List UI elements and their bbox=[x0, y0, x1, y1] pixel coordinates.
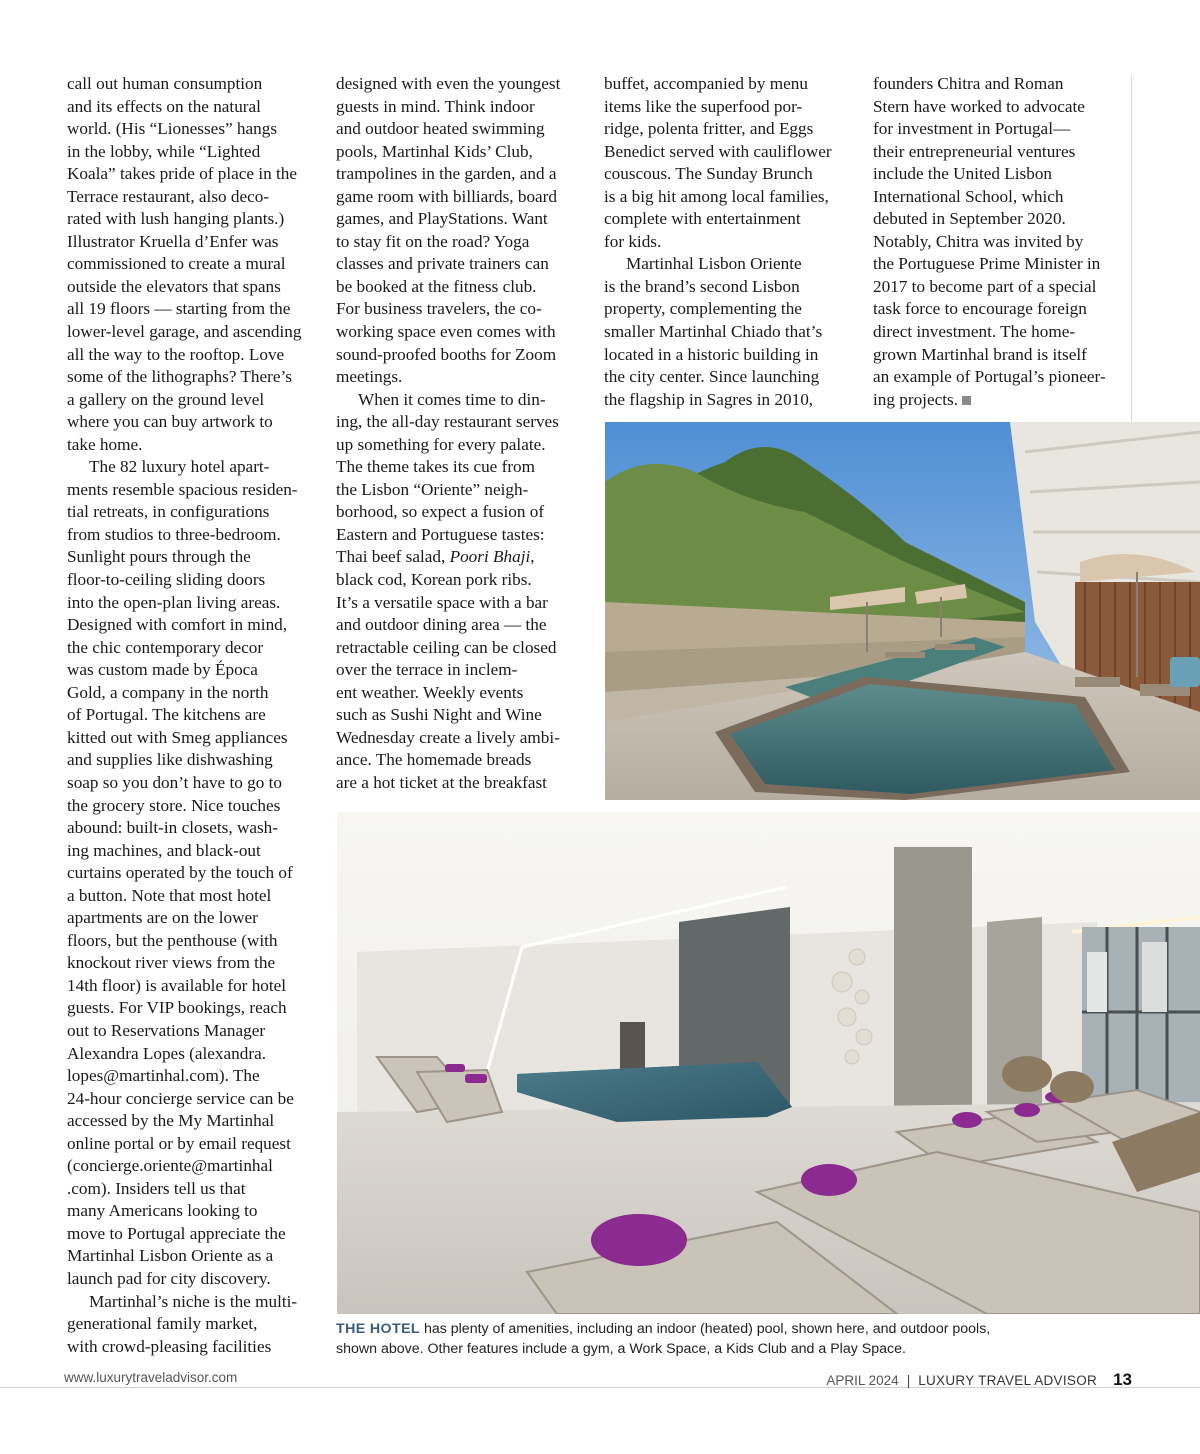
text-line bbox=[67, 501, 317, 524]
text-line bbox=[873, 276, 1123, 299]
text-line bbox=[67, 96, 317, 119]
text-line bbox=[336, 704, 586, 727]
text-line bbox=[67, 749, 317, 772]
text-line bbox=[67, 862, 317, 885]
text-line bbox=[67, 434, 317, 457]
article-column-3 bbox=[604, 73, 854, 411]
line-text: Benedict served with cauliflower bbox=[604, 141, 832, 161]
text-line bbox=[873, 163, 1123, 186]
text-line bbox=[67, 704, 317, 727]
text-line bbox=[336, 96, 586, 119]
text-line bbox=[336, 208, 586, 231]
text-line bbox=[67, 1291, 317, 1314]
line-text: a button. Note that most hotel bbox=[67, 885, 272, 905]
line-text: floors, but the penthouse (with bbox=[67, 930, 278, 950]
line-text: take home. bbox=[67, 434, 143, 454]
text-line bbox=[336, 118, 586, 141]
text-line bbox=[604, 344, 854, 367]
line-text: located in a historic building in bbox=[604, 344, 819, 364]
line-text: complete with entertainment bbox=[604, 209, 801, 229]
line-text: from studios to three-bedroom. bbox=[67, 524, 281, 544]
line-text: When it comes time to din- bbox=[358, 389, 546, 409]
text-line bbox=[67, 907, 317, 930]
line-text: ments resemble spacious residen- bbox=[67, 479, 298, 499]
text-line bbox=[336, 592, 586, 615]
text-line bbox=[67, 208, 317, 231]
line-text: For business travelers, the co- bbox=[336, 299, 542, 319]
line-text: where you can buy artwork to bbox=[67, 412, 273, 432]
text-line bbox=[336, 389, 586, 412]
line-text: in the lobby, while “Lighted bbox=[67, 141, 261, 161]
line-text: apartments are on the lower bbox=[67, 908, 258, 928]
text-line bbox=[67, 885, 317, 908]
line-text: Martinhal’s niche is the multi- bbox=[89, 1291, 298, 1311]
text-line bbox=[873, 141, 1123, 164]
line-text: (concierge.oriente@martinhal bbox=[67, 1156, 273, 1176]
text-line bbox=[67, 975, 317, 998]
line-text: working space even comes with bbox=[336, 322, 556, 342]
text-line bbox=[67, 1110, 317, 1133]
text-line bbox=[67, 1155, 317, 1178]
text-line bbox=[604, 186, 854, 209]
line-text: meetings. bbox=[336, 367, 403, 387]
text-line bbox=[67, 163, 317, 186]
line-text: knockout river views from the bbox=[67, 953, 276, 973]
line-text: abound: built-in closets, wash- bbox=[67, 818, 278, 838]
line-text: accessed by the My Martinhal bbox=[67, 1111, 275, 1131]
text-line bbox=[604, 208, 854, 231]
text-line bbox=[67, 1043, 317, 1066]
line-text: call out human consumption bbox=[67, 74, 263, 93]
text-line bbox=[873, 96, 1123, 119]
text-line bbox=[67, 118, 317, 141]
line-text: Wednesday create a lively ambi- bbox=[336, 727, 560, 747]
line-text: soap so you don’t have to go to bbox=[67, 772, 282, 792]
line-text: lower-level garage, and ascending bbox=[67, 322, 302, 342]
text-line bbox=[336, 749, 586, 772]
line-text: commissioned to create a mural bbox=[67, 254, 286, 274]
line-text: ance. The homemade breads bbox=[336, 750, 532, 770]
caption-text-1: has plenty of amenities, including an indoor (heated) pool, shown here, and outdoor pools, bbox=[420, 1321, 991, 1337]
text-line bbox=[873, 73, 1123, 96]
text-line bbox=[67, 997, 317, 1020]
line-text: for investment in Portugal— bbox=[873, 119, 1071, 139]
line-text: over the terrace in inclem- bbox=[336, 660, 518, 680]
line-text: the Portuguese Prime Minister in bbox=[873, 254, 1101, 274]
text-line bbox=[67, 141, 317, 164]
text-line bbox=[604, 298, 854, 321]
text-line bbox=[67, 73, 317, 96]
text-line bbox=[604, 321, 854, 344]
text-line bbox=[873, 366, 1123, 389]
text-line bbox=[67, 366, 317, 389]
indoor-pool-photo bbox=[337, 812, 1200, 1314]
text-line bbox=[336, 253, 586, 276]
text-line bbox=[873, 321, 1123, 344]
line-text: up something for every palate. bbox=[336, 434, 546, 454]
line-text: kitted out with Smeg appliances bbox=[67, 727, 288, 747]
text-line bbox=[336, 501, 586, 524]
text-line bbox=[873, 389, 1123, 412]
text-line bbox=[873, 253, 1123, 276]
text-line bbox=[873, 186, 1123, 209]
text-line bbox=[67, 1088, 317, 1111]
text-line bbox=[67, 1245, 317, 1268]
line-text: of Portugal. The kitchens are bbox=[67, 705, 266, 725]
line-text: Terrace restaurant, also deco- bbox=[67, 186, 270, 206]
text-line bbox=[336, 569, 586, 592]
text-line bbox=[336, 637, 586, 660]
article-column-1 bbox=[67, 73, 317, 1358]
text-line bbox=[873, 344, 1123, 367]
text-line bbox=[67, 1065, 317, 1088]
text-line bbox=[67, 614, 317, 637]
text-line bbox=[67, 795, 317, 818]
text-line bbox=[336, 73, 586, 96]
line-text: and supplies like dishwashing bbox=[67, 750, 273, 770]
line-text: was custom made by Época bbox=[67, 660, 258, 680]
text-line bbox=[67, 1178, 317, 1201]
text-line bbox=[67, 930, 317, 953]
text-line bbox=[336, 524, 586, 547]
outdoor-pool-photo bbox=[605, 422, 1200, 800]
caption-line-2: shown above. Other features include a gym, a Work Space, a Kids Club and a Play Space. bbox=[336, 1340, 906, 1357]
text-line bbox=[67, 637, 317, 660]
line-text: 24-hour concierge service can be bbox=[67, 1088, 294, 1108]
line-text: the grocery store. Nice touches bbox=[67, 795, 281, 815]
line-text: all the way to the rooftop. Love bbox=[67, 344, 285, 364]
line-text: the flagship in Sagres in 2010, bbox=[604, 389, 814, 409]
text-line bbox=[604, 389, 854, 412]
line-text: an example of Portugal’s pioneer- bbox=[873, 367, 1106, 387]
text-line bbox=[67, 727, 317, 750]
text-line bbox=[336, 411, 586, 434]
line-text: debuted in September 2020. bbox=[873, 209, 1066, 229]
text-line bbox=[67, 1223, 317, 1246]
text-line bbox=[67, 952, 317, 975]
caption-lead: THE HOTEL bbox=[336, 1321, 420, 1337]
text-line bbox=[67, 772, 317, 795]
text-line bbox=[67, 1268, 317, 1291]
line-text: founders Chitra and Roman bbox=[873, 74, 1064, 93]
text-line bbox=[336, 163, 586, 186]
line-text: launch pad for city discovery. bbox=[67, 1268, 271, 1288]
line-text: Koala” takes pride of place in the bbox=[67, 164, 298, 184]
line-text: trampolines in the garden, and a bbox=[336, 164, 557, 184]
line-text: Martinhal Lisbon Oriente bbox=[626, 254, 802, 274]
line-text: Gold, a company in the north bbox=[67, 682, 269, 702]
text-line bbox=[67, 253, 317, 276]
line-text: Sunlight pours through the bbox=[67, 547, 251, 567]
line-text: is the brand’s second Lisbon bbox=[604, 276, 800, 296]
text-line bbox=[67, 321, 317, 344]
line-text-after: , bbox=[530, 547, 535, 567]
text-line bbox=[873, 298, 1123, 321]
text-line bbox=[67, 1200, 317, 1223]
text-line bbox=[873, 231, 1123, 254]
text-line bbox=[67, 546, 317, 569]
line-text: Notably, Chitra was invited by bbox=[873, 231, 1084, 251]
text-line bbox=[67, 569, 317, 592]
line-text: task force to encourage foreign bbox=[873, 299, 1087, 319]
text-line bbox=[67, 592, 317, 615]
line-text: is a big hit among local families, bbox=[604, 186, 829, 206]
line-text: smaller Martinhal Chiado that’s bbox=[604, 322, 823, 342]
line-text: Martinhal Lisbon Oriente as a bbox=[67, 1246, 274, 1266]
text-line bbox=[336, 546, 586, 569]
article-column-2 bbox=[336, 73, 586, 795]
line-text: world. (His “Lionesses” hangs bbox=[67, 119, 278, 139]
line-text: the city center. Since launching bbox=[604, 367, 820, 387]
line-text: generational family market, bbox=[67, 1314, 258, 1334]
text-line bbox=[873, 118, 1123, 141]
line-text: .com). Insiders tell us that bbox=[67, 1178, 246, 1198]
line-text: include the United Lisbon bbox=[873, 164, 1053, 184]
column-rule bbox=[1131, 76, 1132, 422]
line-text: items like the superfood por- bbox=[604, 96, 803, 116]
line-text: some of the lithographs? There’s bbox=[67, 367, 292, 387]
text-line bbox=[336, 366, 586, 389]
text-line bbox=[67, 186, 317, 209]
text-line bbox=[604, 118, 854, 141]
line-text: out to Reservations Manager bbox=[67, 1020, 266, 1040]
line-text: their entrepreneurial ventures bbox=[873, 141, 1076, 161]
line-text: Designed with comfort in mind, bbox=[67, 615, 288, 635]
line-text: guests in mind. Think indoor bbox=[336, 96, 535, 116]
text-line bbox=[604, 366, 854, 389]
end-of-article-mark bbox=[962, 396, 971, 405]
text-line bbox=[873, 208, 1123, 231]
line-text: Thai beef salad, bbox=[336, 547, 450, 567]
line-text: with crowd-pleasing facilities bbox=[67, 1336, 272, 1356]
line-text: and its effects on the natural bbox=[67, 96, 261, 116]
line-text: guests. For VIP bookings, reach bbox=[67, 998, 287, 1018]
text-line bbox=[604, 231, 854, 254]
line-text: to stay fit on the road? Yoga bbox=[336, 231, 530, 251]
line-text: and outdoor heated swimming bbox=[336, 119, 545, 139]
text-line bbox=[604, 163, 854, 186]
line-text: 14th floor) is available for hotel bbox=[67, 975, 287, 995]
caption-line-1 bbox=[336, 1320, 1096, 1340]
text-line bbox=[336, 141, 586, 164]
footer-date: APRIL 2024 bbox=[826, 1373, 899, 1388]
footer-folio bbox=[826, 1370, 1132, 1390]
line-text: classes and private trainers can bbox=[336, 254, 549, 274]
footer-publication: LUXURY TRAVEL ADVISOR bbox=[918, 1373, 1098, 1388]
photo-caption bbox=[336, 1320, 1096, 1359]
line-text: borhood, so expect a fusion of bbox=[336, 502, 545, 522]
text-line bbox=[336, 479, 586, 502]
footer-url[interactable]: www.luxurytraveladvisor.com bbox=[64, 1370, 238, 1385]
text-line bbox=[67, 231, 317, 254]
text-line bbox=[67, 1133, 317, 1156]
text-line bbox=[67, 1336, 317, 1359]
line-text: tial retreats, in configurations bbox=[67, 502, 270, 522]
line-text: are a hot ticket at the breakfast bbox=[336, 772, 547, 792]
text-line bbox=[67, 524, 317, 547]
text-line bbox=[67, 840, 317, 863]
text-line bbox=[67, 1313, 317, 1336]
line-text: online portal or by email request bbox=[67, 1133, 291, 1153]
line-text: floor-to-ceiling sliding doors bbox=[67, 570, 266, 590]
text-line bbox=[336, 727, 586, 750]
line-text: direct investment. The home- bbox=[873, 322, 1076, 342]
line-text: retractable ceiling can be closed bbox=[336, 637, 557, 657]
text-line bbox=[336, 186, 586, 209]
line-text: buffet, accompanied by menu bbox=[604, 74, 808, 93]
text-line bbox=[67, 389, 317, 412]
line-text: rated with lush hanging plants.) bbox=[67, 209, 285, 229]
line-text: all 19 floors — starting from the bbox=[67, 299, 291, 319]
line-text: move to Portugal appreciate the bbox=[67, 1223, 286, 1243]
line-text: curtains operated by the touch of bbox=[67, 863, 293, 883]
line-text: designed with even the youngest bbox=[336, 74, 561, 93]
line-text: for kids. bbox=[604, 231, 662, 251]
line-text: ing machines, and black-out bbox=[67, 840, 261, 860]
line-text: such as Sushi Night and Wine bbox=[336, 705, 542, 725]
line-text: be booked at the fitness club. bbox=[336, 276, 537, 296]
text-line bbox=[336, 682, 586, 705]
line-text: grown Martinhal brand is itself bbox=[873, 344, 1087, 364]
text-line bbox=[336, 276, 586, 299]
text-line bbox=[336, 456, 586, 479]
text-line bbox=[67, 411, 317, 434]
line-text: ridge, polenta fritter, and Eggs bbox=[604, 119, 814, 139]
line-text: property, complementing the bbox=[604, 299, 802, 319]
article-column-4 bbox=[873, 73, 1123, 411]
line-text: outside the elevators that spans bbox=[67, 276, 281, 296]
line-text: lopes@martinhal.com). The bbox=[67, 1066, 260, 1086]
line-text: a gallery on the ground level bbox=[67, 389, 265, 409]
text-line bbox=[604, 276, 854, 299]
line-text: The theme takes its cue from bbox=[336, 457, 536, 477]
line-text: It’s a versatile space with a bar bbox=[336, 592, 548, 612]
text-line bbox=[336, 434, 586, 457]
text-line bbox=[67, 682, 317, 705]
line-text: game room with billiards, board bbox=[336, 186, 558, 206]
text-line bbox=[67, 1020, 317, 1043]
text-line bbox=[604, 141, 854, 164]
text-line bbox=[336, 344, 586, 367]
line-text: games, and PlayStations. Want bbox=[336, 209, 548, 229]
line-text: many Americans looking to bbox=[67, 1201, 258, 1221]
line-text: The 82 luxury hotel apart- bbox=[89, 457, 270, 477]
text-line bbox=[336, 298, 586, 321]
line-text: sound-proofed booths for Zoom bbox=[336, 344, 557, 364]
text-line bbox=[67, 344, 317, 367]
line-text: pools, Martinhal Kids’ Club, bbox=[336, 141, 533, 161]
line-text: Alexandra Lopes (alexandra. bbox=[67, 1043, 266, 1063]
text-line bbox=[604, 73, 854, 96]
line-text: couscous. The Sunday Brunch bbox=[604, 164, 813, 184]
text-line bbox=[67, 659, 317, 682]
text-line bbox=[604, 253, 854, 276]
line-text: 2017 to become part of a special bbox=[873, 276, 1097, 296]
footer-separator: | bbox=[906, 1373, 911, 1388]
line-text: ing, the all-day restaurant serves bbox=[336, 412, 559, 432]
text-line bbox=[67, 456, 317, 479]
text-line bbox=[336, 772, 586, 795]
text-line bbox=[336, 231, 586, 254]
text-line bbox=[336, 659, 586, 682]
line-text: Illustrator Kruella d’Enfer was bbox=[67, 231, 279, 251]
italic-text: Poori Bhaji bbox=[449, 547, 531, 567]
page-number: 13 bbox=[1113, 1370, 1132, 1389]
line-text: black cod, Korean pork ribs. bbox=[336, 570, 532, 590]
line-text: and outdoor dining area — the bbox=[336, 615, 547, 635]
text-line bbox=[336, 614, 586, 637]
text-line bbox=[67, 479, 317, 502]
line-text: ing projects. bbox=[873, 389, 958, 409]
text-line bbox=[604, 96, 854, 119]
line-text: International School, which bbox=[873, 186, 1064, 206]
line-text: Stern have worked to advocate bbox=[873, 96, 1085, 116]
line-text: the Lisbon “Oriente” neigh- bbox=[336, 479, 529, 499]
line-text: ent weather. Weekly events bbox=[336, 682, 524, 702]
line-text: Eastern and Portuguese tastes: bbox=[336, 524, 545, 544]
text-line bbox=[336, 321, 586, 344]
text-line bbox=[67, 298, 317, 321]
line-text: into the open-plan living areas. bbox=[67, 592, 281, 612]
text-line bbox=[67, 276, 317, 299]
text-line bbox=[67, 817, 317, 840]
line-text: the chic contemporary decor bbox=[67, 637, 264, 657]
